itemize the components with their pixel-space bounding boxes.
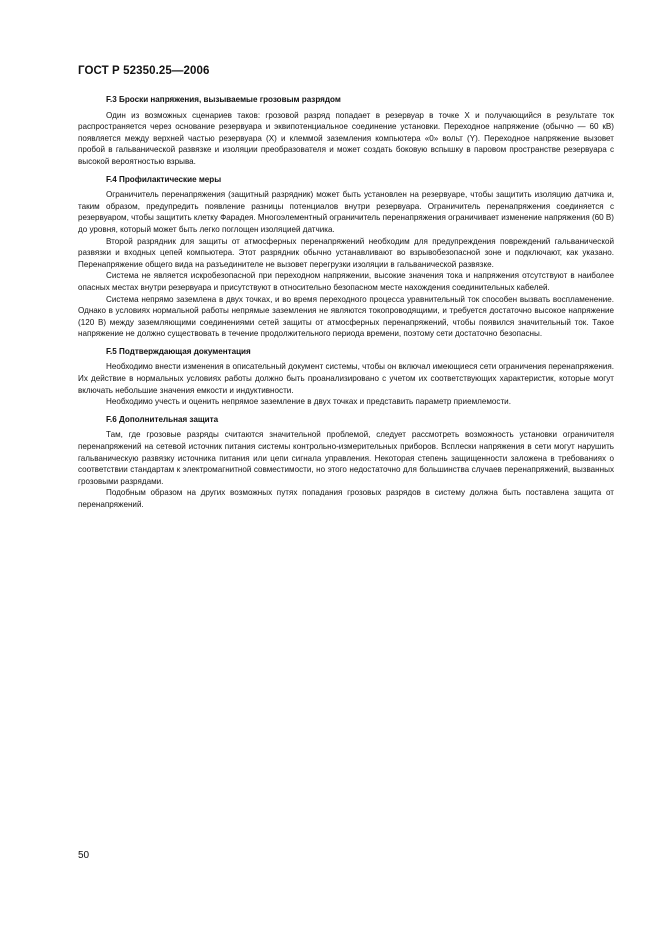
paragraph: Необходимо учесть и оценить непрямое заземление в двух точках и представить параметр приемлемости. [106, 397, 511, 407]
paragraph: Система не является искробезопасной при переходном напряжении, высокие значения тока и напряжения отсутствуют в наиболее опасных местах внутри резервуара и присутствуют в относительно безопасном месте нахождения соединительных кабелей. [78, 271, 614, 292]
section-title: F.6 Дополнительная защита [106, 414, 219, 424]
section-title: F.5 Подтверждающая документация [106, 346, 251, 356]
paragraph: Там, где грозовые разряды считаются значительной проблемой, следует рассмотреть возможность установки ограничителя перенапряжений на сетевой источник питания системы контрольно-измерительных приборов. Всплески напряжения в сети могут нарушить гальваническую развязку источника питания или цепи сигнала управления. Некоторая степень защищенности заложена в требованиях о соответствии стандартам к электромагнитной совместимости, но этого недостаточно для большинства случаев перенапряжений, вызванных грозовыми разрядами. [78, 430, 614, 486]
paragraph: Один из возможных сценариев таков: грозовой разряд попадает в резервуар в точке X и получающийся в результате ток распространяется через основание резервуара и эквипотенциальное соединение установки. Переходное напряжение (обычно — 60 кВ) появляется между верхней частью резервуара (X) и клеммой заземления компьютера «0» вольт (Y). Переходное напряжение вызовет пробой в гальванической развязке и изоляции преобразователя и может создать боковую вспышку в паровом пространстве резервуара с высокой вероятностью взрыва. [78, 110, 614, 166]
section-f5 [78, 346, 614, 408]
paragraph: Подобным образом на других возможных путях попадания грозовых разрядов в систему должна быть поставлена защита от перенапряжений. [78, 488, 614, 509]
section-title: F.4 Профилактические меры [106, 174, 222, 184]
paragraph: Система непрямо заземлена в двух точках, и во время переходного процесса уравнительный ток способен вызвать воспламенение. Однако в условиях нормальной работы непрямые заземления не являются токопроводящими, и требуется достаточно высокое напряжение (120 В) между заземляющими соединениями сетей защиты от атмосферных перенапряжений, чтобы появился значительный ток. Такое напряжение не должно существовать в течение продолжительного периода времени, поэтому сети достаточно безопасны. [78, 294, 614, 339]
paragraph: Ограничитель перенапряжения (защитный разрядник) может быть установлен на резервуаре, чтобы защитить изоляцию датчика и, таким образом, предупредить появление разницы потенциалов внутри резервуара. Ограничитель перенапряжения соединяется с резервуаром, чтобы защитить клетку Фарадея. Многоэлементный ограничитель перенапряжения ограничивает изменение напряжения (60 В) до уровня, который может быть легко поглощен изоляцией датчика. [78, 190, 614, 234]
page-number: 50 [78, 850, 90, 861]
paragraph: Второй разрядник для защиты от атмосферных перенапряжений необходим для предупреждения повреждений гальванической развязки и входных цепей компьютера. Этот разрядник обычно устанавливают во взрывобезопасной зоне и подключают, как указано. Перенапряжение общего вида на разъединителе не вызовет перегрузки изоляции в гальванической развязке. [78, 236, 614, 269]
document-header: ГОСТ Р 52350.25—2006 [78, 65, 210, 77]
section-f3 [78, 94, 614, 168]
section-f4 [78, 174, 614, 340]
paragraph: Необходимо внести изменения в описательный документ системы, чтобы он включал имеющиеся сети ограничения перенапряжения. Их действие в нормальных условиях работы должно быть проанализировано с учетом их соответствующих характеристик, которые могут включать небольшие значения емкости и индуктивности. [78, 362, 614, 395]
section-title: F.3 Броски напряжения, вызываемые грозовым разрядом [106, 95, 341, 104]
document-body [78, 94, 614, 517]
section-f6 [78, 414, 614, 511]
